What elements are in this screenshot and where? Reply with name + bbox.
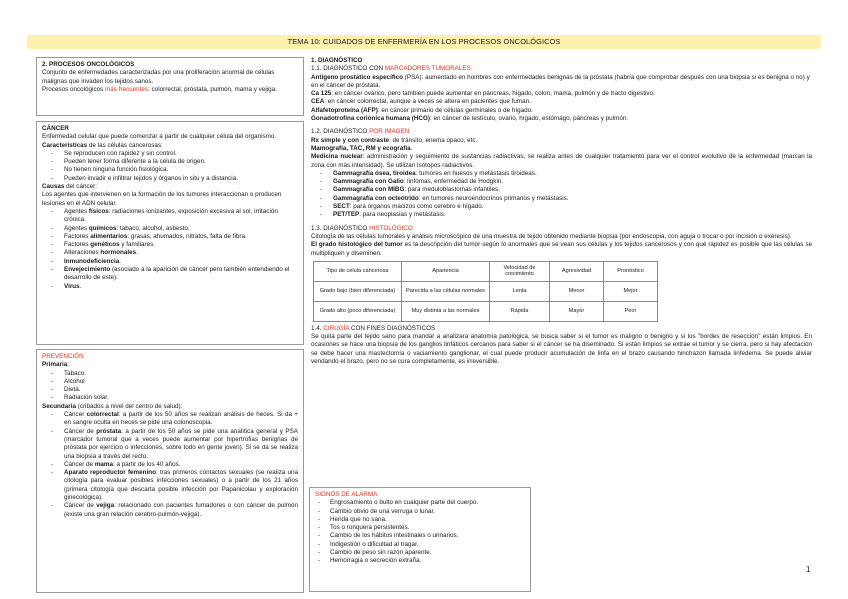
list-item [311, 186, 812, 194]
table-cell: Muy distinta a las normales [402, 301, 490, 321]
list-item: - Se reproducen con rapidez y sin control. [42, 150, 298, 158]
signos-alarma-box [309, 487, 531, 592]
marcador-bold: Ca 125 [311, 90, 332, 98]
item-bold: vejiga [96, 502, 115, 510]
item-bold: Gammagrafía con Galio [333, 178, 404, 186]
list-item [42, 249, 298, 257]
list-item [42, 233, 298, 241]
diagnostico-heading: 1. DIAGNÓSTICO [311, 57, 363, 64]
list-item: - Tabaco. [42, 370, 298, 378]
marcador-post: : en cáncer colorrectal, aunque a veces se altera en pacientes que fuman. [324, 98, 531, 106]
list-item: - Alcohol [42, 378, 298, 386]
item-pre: Agentes [64, 207, 89, 215]
causas-label-bold: Causas [42, 183, 65, 191]
item-bold: Aparato reproductor femenino [64, 469, 156, 477]
table-cell: Lenta [490, 281, 550, 301]
list-item [311, 178, 812, 186]
item-bold: alimentarios [90, 232, 128, 240]
secundaria-label [42, 403, 298, 411]
item-bold: Gammagrafía con octeótrido [333, 194, 419, 202]
item-post: : a partir de los 50 años se pide una analítica general y PSA (marcador tumoral que a veces puede aumentar por hipertrofias benignas de próstata por ejercicio o infecciones, sobre todo en gente joven). Si se da se realiza una biopsia a través del recto. [64, 427, 298, 460]
s11-pre: 1.1. DIAGNÓSTICO CON [311, 65, 385, 73]
item-pre: Cáncer de [64, 460, 95, 468]
car-label-bold: Características [42, 141, 88, 149]
item-pre: Cáncer [64, 411, 87, 419]
s14-pre: 1.4. [311, 324, 324, 332]
marcador-bold: Alfafetoproteína (AFP) [311, 106, 378, 114]
marcador-item [311, 107, 812, 115]
list-item [311, 203, 812, 211]
item-pre: Alteraciones [64, 249, 101, 257]
page-number: 1 [806, 565, 811, 574]
nuclear-list [311, 170, 812, 220]
causas-label-post: del cáncer: [64, 183, 97, 191]
nuclear-post: : administración y seguimiento de sustancias radiactivas, se realiza antes de cualquier tratamiento para ver el control evolutivo de la enfermedad (marcan la zona con más intensidad). Se utilizan isótopos radiactivos. [311, 153, 813, 169]
list-item: - Cambio de los hábitos intestinales o urinarios. [315, 532, 525, 540]
table-cell: Mayor [550, 301, 604, 321]
marcador-item [311, 74, 812, 91]
grado-bold: El grado histológico del tumor [311, 241, 403, 249]
section-1-2-title [311, 128, 812, 136]
secundaria-label-bold: Secundaria [42, 402, 76, 410]
list-item [42, 411, 298, 428]
nuclear-bold: Medicina nuclear [311, 153, 363, 161]
primaria-list [42, 370, 298, 403]
marcador-bold: Antígeno prostático específico [311, 73, 404, 81]
list-item: - Radiación solar. [42, 394, 298, 402]
list-item: - Indigestión o dificultad al tragar. [315, 541, 525, 549]
table-cell: Menor [550, 281, 604, 301]
prevencion-heading: PREVENCIÓN [42, 353, 84, 360]
list-item: - Tos o ronquera persistentes. [315, 524, 525, 532]
list-item: - Herida que no sana. [315, 516, 525, 524]
primaria-label-bold: Primaria [42, 361, 68, 369]
causas-list [42, 208, 298, 291]
item-post: y familiares. [119, 241, 155, 249]
marcador-item [311, 115, 812, 123]
list-item [42, 266, 298, 283]
list-item [42, 258, 298, 266]
s11-red: MARCADORES TUMORALES [384, 65, 471, 73]
item-post: : tumores en huesos y metástasis tiroideas. [415, 169, 537, 177]
cirugia-text: Se quita parte del tejido sano para mandar a analizara anatomía patológica, se busca saber si el tumor es maligno o benigno y si los "bordes de resección" están limpios. En ocasiones se hace una biopsia de los ganglios linfáticos cercanos para saber si el cáncer se ha diseminado. Si están limpios se extrae el tumor y se cierra, pero si hay afectación se debe hacer una mastectomía o vaciamiento ganglionar, el cual puede producir acumulación de linfa en el brazo causando hinchazón llamada linfedema. Se puede aliviar vendando el brazo, pero no se cura completamente, es irreversible. [311, 333, 812, 366]
frecuentes-post: : colorrectal, próstata, pulmón, mama y vejiga. [148, 85, 277, 93]
grado-post: es la descripción del tumor según lo anormales que se vean sus células y los tejidos cancerosos y con qué rapidez es posible que las células se multipliquen y diseminen. [311, 241, 812, 257]
list-item [42, 225, 298, 233]
procesos-definition: Conjunto de enfermedades caracterizadas por una proliferación anormal de células malignas que invaden los tejidos sanos. [42, 69, 275, 85]
marcador-post: : en cáncer ovárico, pero también puede aumentar en páncreas, hígado, colon, mama, pulmón y de tracto digestivo. [331, 90, 655, 98]
table-header: Tipo de célula cancerosa [314, 261, 402, 281]
list-item: - Hemorragia o secreción extraña. [315, 557, 525, 565]
list-item [42, 461, 298, 469]
mamografia-line: Mamografía, TAC, RM y ecografía. [311, 144, 413, 152]
item-post: : para órganos macizos como cerebro e hígado. [349, 203, 484, 211]
marcador-item [311, 90, 812, 98]
procesos-oncologicos-box [36, 57, 304, 116]
item-post: . [136, 249, 138, 257]
rx-post: : de tránsito, enema opaco, etc. [389, 136, 478, 144]
list-item: - Pueden invadir e infiltrar tejidos y órganos in situ y a distancia. [42, 175, 298, 183]
item-bold: físicos [88, 207, 109, 215]
marcador-post: : en cáncer primario de células germinales o de hígado. [377, 106, 533, 114]
item-post: : para neoplasias y metástasis. [359, 211, 446, 219]
section-1-4-title [311, 325, 812, 333]
procesos-heading: 2. PROCESOS ONCOLÓGICOS [42, 61, 135, 68]
item-bold: Inmunodeficiencia [64, 257, 120, 265]
table-header: Apariencia [402, 261, 490, 281]
procesos-frecuentes [42, 86, 298, 94]
item-bold: PET/TEP [333, 211, 360, 219]
item-pre: Agentes [64, 224, 89, 232]
section-1-3-title [311, 225, 812, 233]
s14-red: CIRUGÍA [323, 324, 350, 332]
marcador-post: : en cáncer de testículo, ovario, hígado, estómago, páncreas y pulmón. [429, 115, 629, 123]
table-header-row [314, 261, 658, 281]
table-row [314, 301, 658, 321]
item-pre: Cáncer de [64, 427, 97, 435]
item-bold: químicos [88, 224, 117, 232]
cancer-heading: CÁNCER [42, 125, 69, 132]
item-bold: Virus [64, 282, 80, 290]
mamografia-bold: Mamografía, TAC, RM y ecografía [311, 144, 411, 152]
item-post: . [79, 282, 82, 290]
item-bold: próstata [96, 427, 122, 435]
list-item [42, 428, 298, 461]
nuclear-line [311, 153, 812, 170]
item-post: : tras primeros contactos sexuales (se realiza una citología para evaluar posibles infecciones sexuales) o a partir de los 21 años (primera citología que descarta posible infección por Papanicolau y exploración ginecológica). [64, 469, 298, 502]
item-bold: genéticos [90, 241, 120, 249]
list-item [311, 170, 812, 178]
table-row [314, 281, 658, 301]
list-item: - Dieta. [42, 386, 298, 394]
primaria-label: Primaria: [42, 361, 69, 369]
caracteristicas-label [42, 142, 298, 150]
item-post: : grasas, ahumados, nitratos, falta de fibra. [127, 232, 247, 240]
list-item [42, 469, 298, 502]
item-bold: Gammagrafía ósea, tiroidea [333, 169, 416, 177]
alarma-heading: SIGNOS DE ALARMA [315, 491, 378, 498]
table-cell: Grado alto (poco diferenciada) [314, 301, 402, 321]
list-item [311, 195, 812, 203]
marcador-item [311, 98, 812, 106]
car-label-post: de las células cancerosas: [87, 141, 163, 149]
s13-red: HISTOLÓGICO [369, 224, 413, 232]
section-1-1-title [311, 65, 812, 73]
list-item [311, 211, 812, 219]
item-post: : en tumores neuroendocrinos primarios y metástasis. [418, 194, 569, 202]
item-bold: colorrectal [86, 411, 119, 419]
frecuentes-red: más frecuentes [105, 85, 149, 93]
item-bold: hormonales [100, 249, 137, 257]
caracteristicas-list [42, 150, 298, 183]
causas-intro: Los agentes que intervienen en la formación de los tumores interaccionan o producen lesiones en el ADN celular. [42, 191, 282, 207]
table-header: Agresividad [550, 261, 604, 281]
prevencion-box [36, 349, 304, 593]
rx-bold: Rx simple y con contraste [311, 136, 390, 144]
page-title: TEMA 10: CUIDADOS DE ENFERMERÍA EN LOS PROCESOS ONCOLÓGICOS [27, 35, 821, 49]
item-post: . [119, 257, 122, 265]
item-post: : relacionado con pacientes fumadores o con cáncer de pulmón (existe una gran relación cerebro-pulmón-vejiga). [64, 502, 298, 518]
marcador-bold: CEA [311, 98, 325, 106]
item-pre: Cáncer de [64, 502, 97, 510]
histologico-text: Citología de las células tumorales y análisis microscópico de una muestra de tejido obtenido mediante biopsia (por endoscopia, con aguja o trocar o por incisión o exéresis). [311, 232, 792, 240]
cancer-intro: Enfermedad celular que puede comenzar a partir de cualquier célula del organismo. [42, 133, 277, 141]
secundaria-list [42, 411, 298, 519]
table-header: Velocidad de crecimiento [490, 261, 550, 281]
list-item [42, 208, 298, 225]
item-post: : a partir de los 50 años se realizan análisis de heces. Si da + en sangre oculta en heces se pide una colonoscopia. [64, 411, 298, 427]
item-pre: Factores [64, 241, 91, 249]
s13-pre: 1.3. DIAGNÓSTICO [311, 224, 370, 232]
list-item [42, 502, 298, 519]
grado-text [311, 241, 812, 258]
item-post: : linfomas, enfermedad de Hodgkin. [403, 178, 504, 186]
item-post: : para meduloblastomas infantiles. [404, 186, 500, 194]
s14-post: CON FINES DIAGNÓSTICOS [349, 324, 436, 332]
table-cell: Mejor [604, 281, 658, 301]
item-post: : tabaco, alcohol, asbesto. [116, 224, 190, 232]
item-bold: mama [94, 460, 114, 468]
table-cell: Grado bajo (bien diferenciada) [314, 281, 402, 301]
list-item: - Engrosamiento o bulto en cualquier parte del cuerpo. [315, 499, 525, 507]
grado-table [313, 261, 658, 322]
causas-label [42, 183, 298, 191]
frecuentes-pre: Procesos oncológicos [42, 85, 106, 93]
table-cell: Parecida a las células normales [402, 281, 490, 301]
item-post: : a partir de los 40 años. [113, 460, 181, 468]
alarma-list [315, 499, 525, 565]
table-header: Pronóstico [604, 261, 658, 281]
s12-red: POR IMAGEN [369, 128, 410, 136]
table-cell: Rápida [490, 301, 550, 321]
list-item: - Cambio obvio de una verruga o lunar. [315, 508, 525, 516]
item-post: : radiaciones ionizantes, exposición excesiva al sol, irritación crónica. [64, 207, 278, 224]
marcador-post: (PSA): aumentado en hombres con enfermedades benignas de la próstata (habría que comprobar después con una biopsia si es benigna o no) y en el cáncer de próstata. [311, 73, 810, 89]
list-item [42, 283, 298, 291]
cancer-box [36, 121, 304, 345]
list-item: - Pueden tener forma diferente a la célula de origen. [42, 158, 298, 166]
rx-line [311, 137, 812, 145]
item-bold: Envejecimiento [64, 266, 111, 274]
list-item: - Cambio de peso sin razón aparente. [315, 549, 525, 557]
secundaria-label-post: (cribados a nivel del centro de salud): [75, 402, 183, 410]
list-item: - No tienen ninguna función fisiológica. [42, 166, 298, 174]
diagnostico-section [309, 57, 814, 482]
list-item [42, 241, 298, 249]
item-bold: Gammagrafía con MIBG [333, 186, 405, 194]
marcador-bold: Gonadotrofina coriónica humana (HCG) [311, 115, 430, 123]
item-bold: SECT [333, 203, 350, 211]
item-post: (asociado a la aparición de cáncer pero también entendiendo el desarrollo de este). [64, 266, 290, 282]
s12-pre: 1.2. DIAGNÓSTICO [311, 128, 370, 136]
item-pre: Factores [64, 232, 91, 240]
table-cell: Peor [604, 301, 658, 321]
